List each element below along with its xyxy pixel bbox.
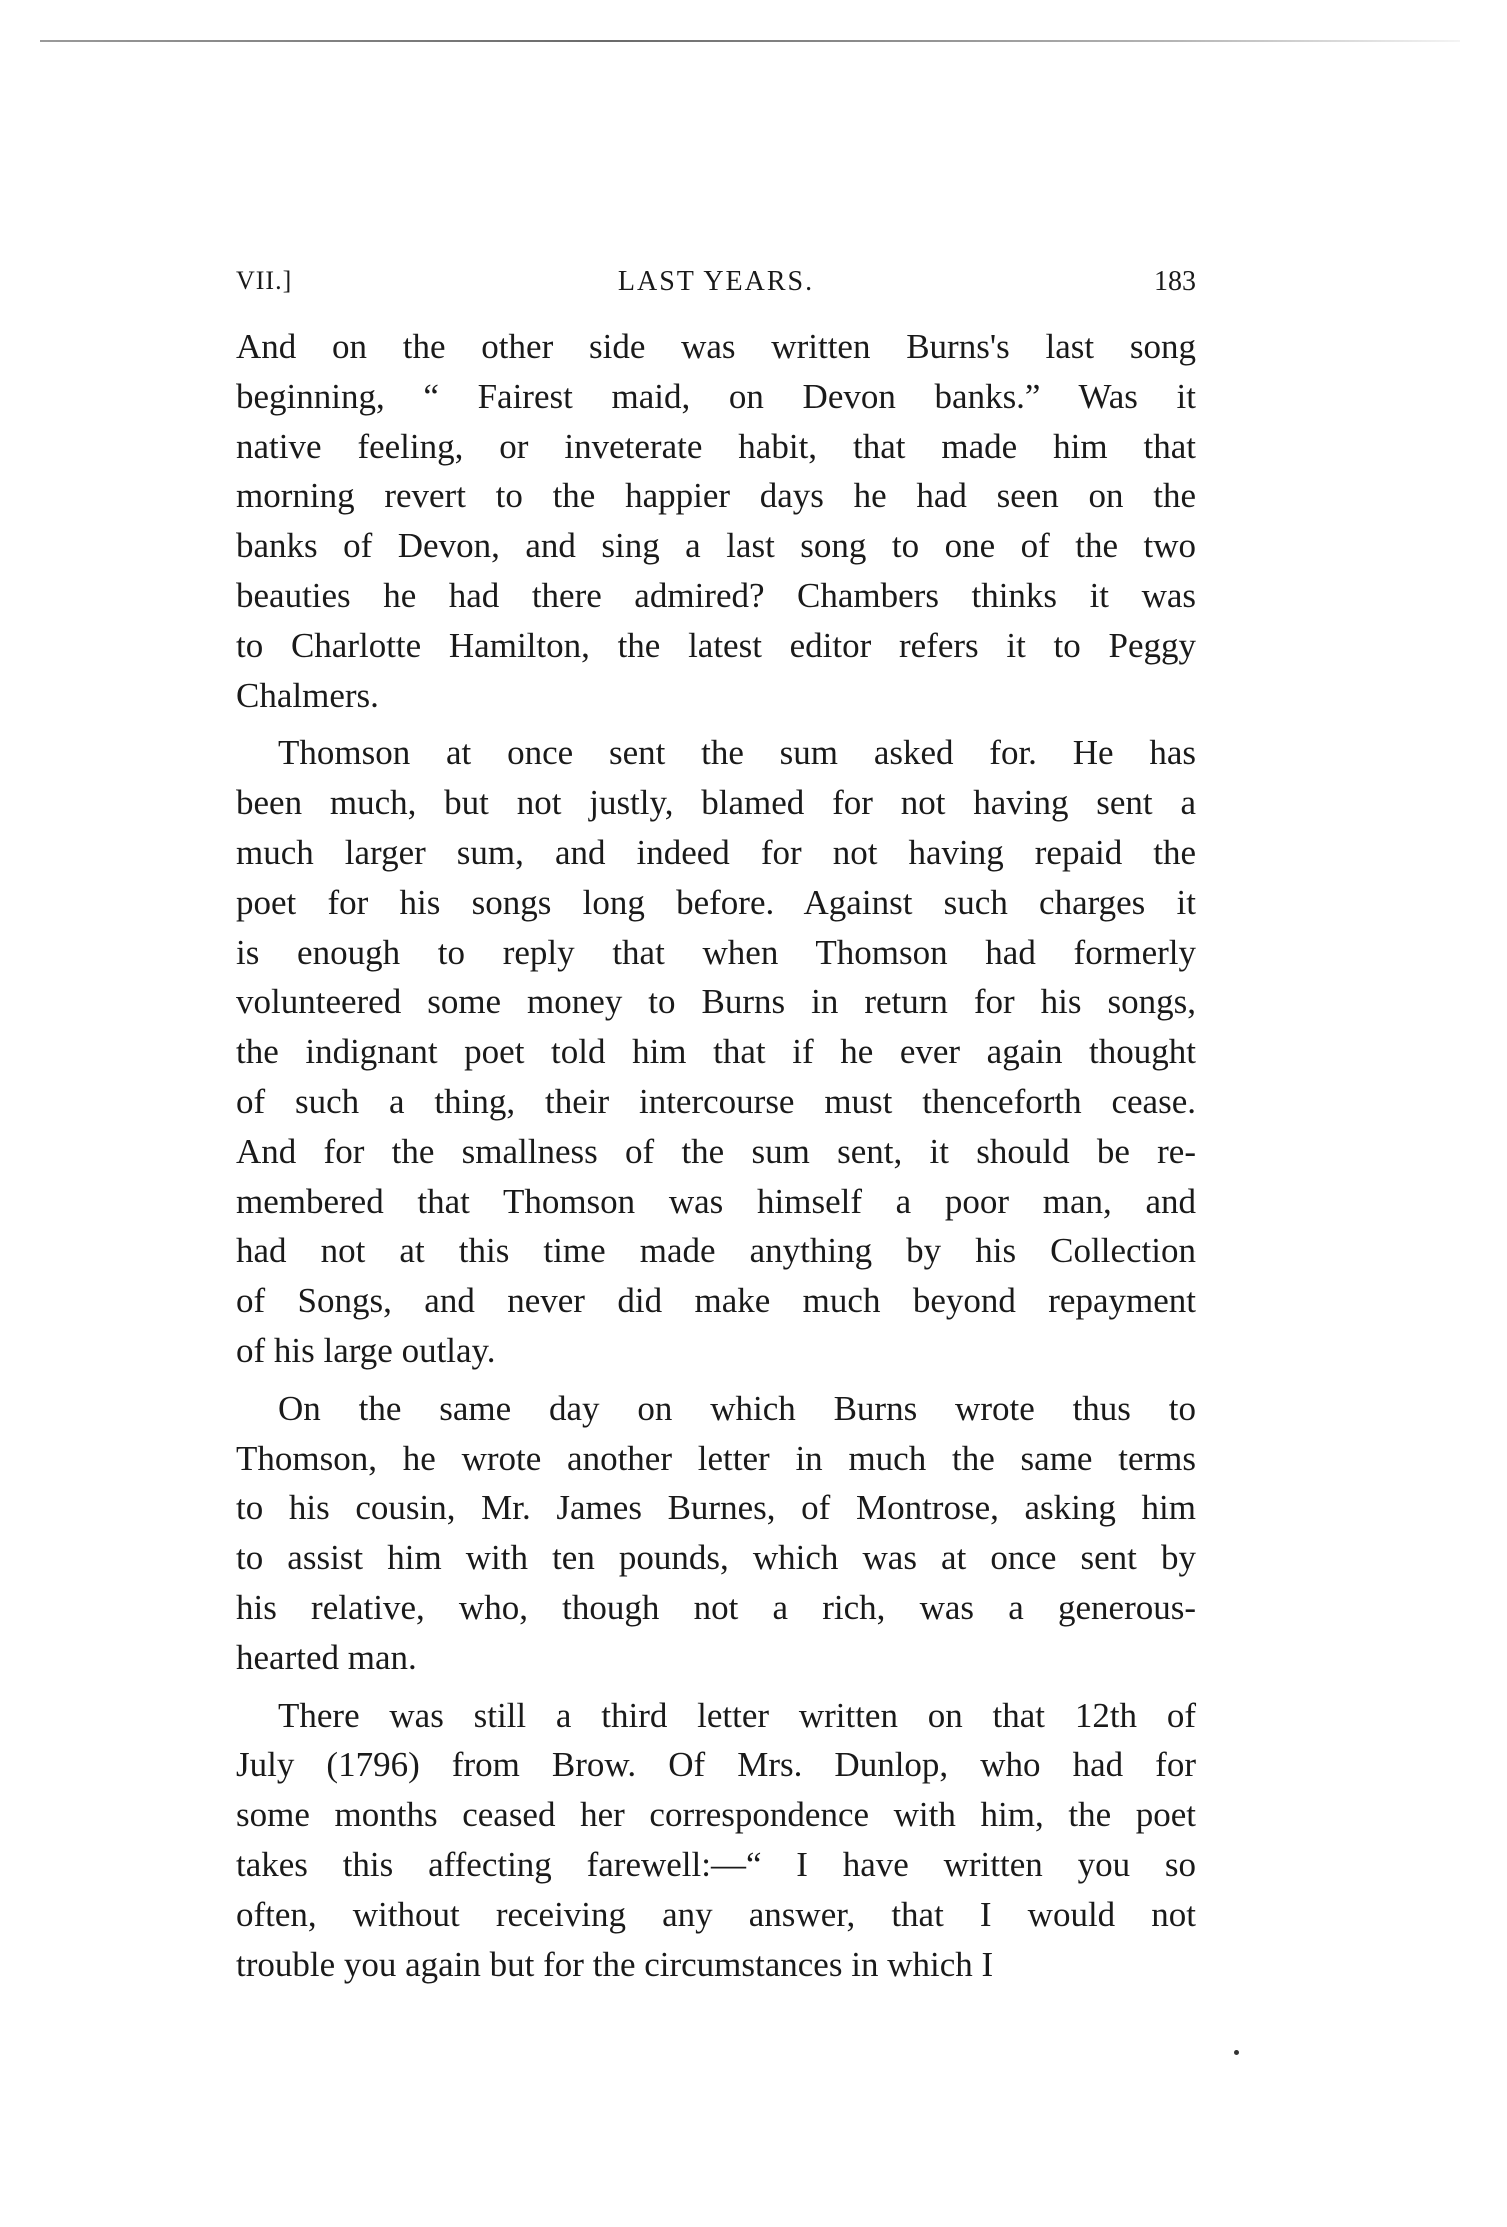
paragraph [236, 728, 1196, 1375]
text-line: poet for his songs long before. Against such charges it [236, 882, 1196, 922]
text-line: volunteered some money to Burns in return for his songs, [236, 982, 1196, 1022]
page-title: LAST YEARS. [617, 266, 815, 297]
text-line: beginning, “ Fairest maid, on Devon banks.” Was it [236, 376, 1196, 416]
text-line: And for the smallness of the sum sent, it should be re- [236, 1131, 1196, 1171]
text-line: of Songs, and never did make much beyond repayment [236, 1281, 1196, 1321]
paragraph-gap [236, 720, 1196, 728]
text-line: some months ceased her correspondence with him, the poet [236, 1795, 1196, 1835]
paragraph [236, 1691, 1196, 1990]
paragraph-gap [236, 1376, 1196, 1384]
text-line: Chalmers. [236, 675, 379, 715]
text-line: native feeling, or inveterate habit, that made him that [236, 426, 1196, 466]
text-line: morning revert to the happier days he had seen on the [236, 476, 1196, 516]
text-line: On the same day on which Burns wrote thus to [278, 1388, 1196, 1428]
text-line: his relative, who, though not a rich, was a generous- [236, 1587, 1196, 1627]
text-line: takes this affecting farewell:—“ I have written you so [236, 1844, 1196, 1884]
text-line: membered that Thomson was himself a poor man, and [236, 1181, 1196, 1221]
paragraph-gap [236, 1683, 1196, 1691]
text-line: had not at this time made anything by his Collection [236, 1231, 1196, 1271]
text-line: trouble you again but for the circumstances in which I [236, 1944, 994, 1984]
text-line: July (1796) from Brow. Of Mrs. Dunlop, who had for [236, 1745, 1196, 1785]
scan-speck [1234, 2050, 1239, 2055]
text-line: hearted man. [236, 1637, 417, 1677]
text-line: to assist him with ten pounds, which was at once sent by [236, 1538, 1196, 1578]
page-number: 183 [1154, 266, 1196, 297]
text-line: of his large outlay. [236, 1330, 496, 1370]
body-text [236, 322, 1196, 1989]
scan-edge-line [40, 40, 1460, 42]
text-line: to Charlotte Hamilton, the latest editor refers it to Peggy [236, 625, 1196, 665]
paragraph [236, 322, 1196, 720]
text-line: Thomson at once sent the sum asked for. He has [278, 733, 1196, 773]
text-line: been much, but not justly, blamed for not having sent a [236, 783, 1196, 823]
text-line: to his cousin, Mr. James Burnes, of Montrose, asking him [236, 1488, 1196, 1528]
chapter-marker: VII.] [236, 266, 293, 295]
text-line: the indignant poet told him that if he ever again thought [236, 1032, 1196, 1072]
text-line: much larger sum, and indeed for not having repaid the [236, 832, 1196, 872]
text-line: Thomson, he wrote another letter in much the same terms [236, 1438, 1196, 1478]
text-line: And on the other side was written Burns's last song [236, 327, 1196, 366]
text-line: There was still a third letter written on that 12th of [278, 1695, 1196, 1735]
text-line: of such a thing, their intercourse must thenceforth cease. [236, 1081, 1196, 1121]
running-head [236, 266, 1196, 306]
text-line: banks of Devon, and sing a last song to one of the two [236, 526, 1196, 566]
text-line: is enough to reply that when Thomson had formerly [236, 932, 1196, 972]
text-line: beauties he had there admired? Chambers thinks it was [236, 575, 1196, 615]
paragraph [236, 1384, 1196, 1683]
text-line: often, without receiving any answer, that I would not [236, 1894, 1196, 1934]
